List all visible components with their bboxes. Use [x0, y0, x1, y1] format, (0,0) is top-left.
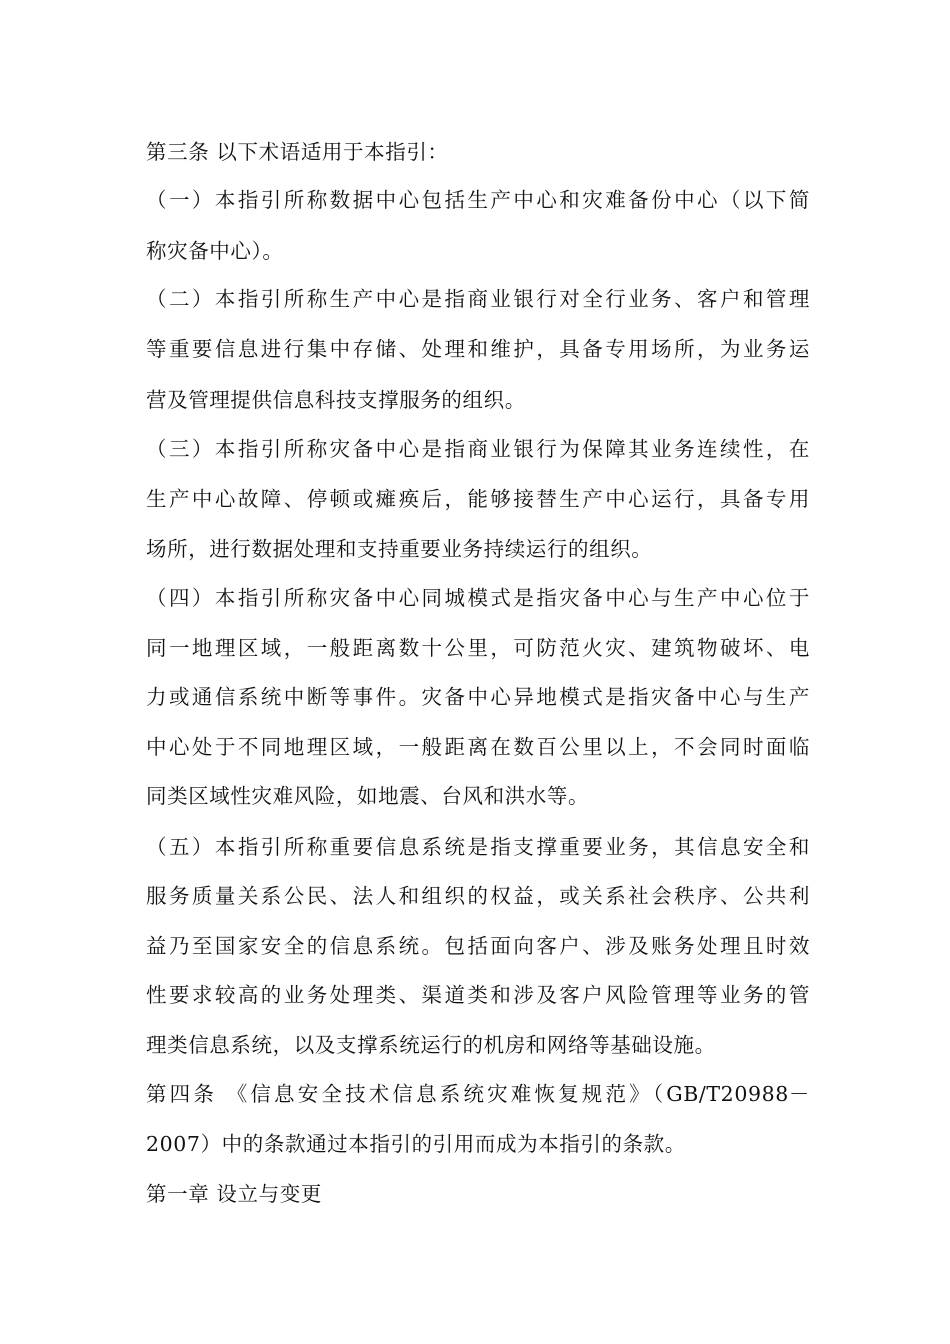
text-line: （三）本指引所称灾备中心是指商业银行为保障其业务连续性，在 — [146, 437, 810, 461]
text-line: 2007）中的条款通过本指引的引用而成为本指引的条款。 — [146, 1132, 686, 1156]
text-line: 等重要信息进行集中存储、处理和维护，具备专用场所，为业务运 — [146, 337, 810, 361]
text-line: （五）本指引所称重要信息系统是指支撑重要业务，其信息安全和 — [146, 835, 810, 859]
text-line: 称灾备中心）。 — [146, 239, 284, 263]
text-line: （二）本指引所称生产中心是指商业银行对全行业务、客户和管理 — [146, 287, 810, 311]
text-line: 服务质量关系公民、法人和组织的权益，或关系社会秩序、公共利 — [146, 884, 810, 908]
text-line: 理类信息系统，以及支撑系统运行的机房和网络等基础设施。 — [146, 1033, 716, 1057]
text-line: 性要求较高的业务处理类、渠道类和涉及客户风险管理等业务的管 — [146, 983, 810, 1007]
text-line: 力或通信系统中断等事件。灾备中心异地模式是指灾备中心与生产 — [146, 685, 810, 709]
text-line: 场所，进行数据处理和支持重要业务持续运行的组织。 — [146, 537, 653, 561]
text-line: 中心处于不同地理区域，一般距离在数百公里以上，不会同时面临 — [146, 735, 810, 759]
text-line: 生产中心故障、停顿或瘫痪后，能够接替生产中心运行，具备专用 — [146, 487, 810, 511]
clause-4-line: 第四条 《信息安全技术信息系统灾难恢复规范》（GB/T20988－ — [146, 1082, 810, 1106]
chapter-heading: 第一章 设立与变更 — [146, 1182, 322, 1206]
text-line: 同一地理区域，一般距离数十公里，可防范火灾、建筑物破坏、电 — [146, 636, 810, 660]
text-line: （四）本指引所称灾备中心同城模式是指灾备中心与生产中心位于 — [146, 586, 810, 610]
text-line: 营及管理提供信息科技支撑服务的组织。 — [146, 388, 526, 412]
clause-3-heading: 第三条 以下术语适用于本指引： — [146, 140, 449, 164]
text-line: 同类区域性灾难风险，如地震、台风和洪水等。 — [146, 784, 590, 808]
text-line: （一）本指引所称数据中心包括生产中心和灾难备份中心（以下简 — [146, 188, 810, 212]
text-line: 益乃至国家安全的信息系统。包括面向客户、涉及账务处理且时效 — [146, 934, 810, 958]
